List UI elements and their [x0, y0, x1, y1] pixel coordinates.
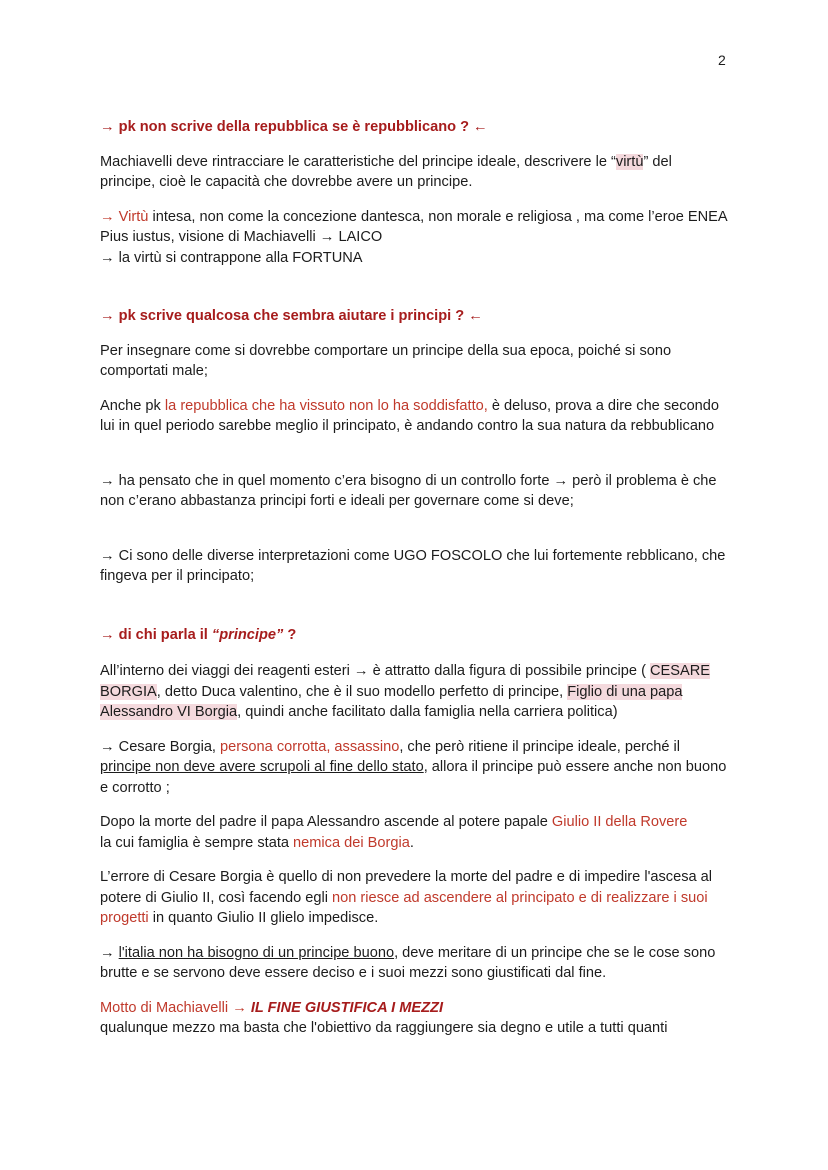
highlight-cesare-borgia: CESARE BORGIA [100, 663, 711, 700]
motto-description: qualunque mezzo ma basta che l'obiettivo da raggiungere sia degno e utile a tutti quanti [100, 1020, 668, 1036]
highlight-red: non riesce ad ascendere al principato e di realizzare i suoi progetti [100, 889, 708, 926]
paragraph: → Cesare Borgia, persona corrotta, assassino, che però ritiene il principe ideale, perché il principe non deve avere scrupoli al fine dello stato, allora il principe può essere anche non buono e corrotto ; [100, 738, 727, 796]
highlight-figlio: Figlio di una papa Alessandro VI Borgia [100, 683, 683, 720]
underline-text: principe non deve avere scrupoli al fine dello stato [100, 759, 424, 775]
highlight-red: persona corrotta, assassino [220, 738, 400, 755]
document-body [100, 117, 730, 1039]
section-heading-1: → pk non scrive della repubblica se è repubblicano ? ← [100, 119, 488, 135]
underline-text: l'italia non ha bisogno di un principe buono [118, 944, 395, 961]
highlight-red: Giulio II della Rovere [551, 814, 688, 830]
motto [100, 998, 730, 1039]
motto-text: IL FINE GIUSTIFICA I MEZZI [250, 999, 444, 1016]
paragraph: Anche pk la repubblica che ha vissuto non lo ha soddisfatto, è deluso, prova a dire che secondo lui in quel periodo sarebbe meglio il principato, è andando contro la sua natura da rebbublicano [100, 397, 720, 434]
highlight-red: → Virtù [100, 208, 149, 225]
paragraph: Machiavelli deve rintracciare le caratteristiche del principe ideale, descrivere le “virtù” del principe, cioè le capacità che dovrebbe avere un principe. [100, 153, 672, 190]
highlight-virtu: virtù [615, 153, 644, 170]
highlight-red: nemica dei Borgia [293, 834, 410, 851]
paragraph: L’errore di Cesare Borgia è quello di non prevedere la morte del padre e di impedire l'ascesa al potere di Giulio II, così facendo egli non riesce ad ascendere al principato e di realizzare i suoi progetti in quanto Giulio II glielo impedisce. [100, 869, 713, 926]
highlight-red: la repubblica che ha vissuto non lo ha soddisfatto, [164, 397, 488, 414]
section-heading-3: → di chi parla il “principe” ? [100, 626, 297, 643]
paragraph: → l'italia non ha bisogno di un principe buono, deve meritare di un principe che se le cose sono brutte e se servono deve essere deciso e i suoi mezzi sono giustificati dal fine. [100, 944, 716, 981]
page-number: 2 [718, 52, 726, 68]
paragraph: → ha pensato che in quel momento c’era bisogno di un controllo forte → però il problema è che non c’erano abbastanza principi forti e ideali per governare come si deve; [100, 472, 717, 509]
motto-label: Motto di Machiavelli → [100, 999, 251, 1016]
paragraph: → Virtù intesa, non come la concezione dantesca, non morale e religiosa , ma come l’eroe ENEA Pius iustus, visione di Machiavelli → LAICO → la virtù si contrappone alla FORTUNA [100, 208, 727, 266]
section-heading-2: → pk scrive qualcosa che sembra aiutare i principi ? ← [100, 308, 483, 324]
paragraph: Per insegnare come si dovrebbe comportare un principe della sua epoca, poiché si sono comportati male; [100, 342, 672, 379]
paragraph: All’interno dei viaggi dei reagenti esteri → è attratto dalla figura di possibile principe ( CESARE BORGIA, detto Duca valentino, che è il suo modello perfetto di principe, Figlio di una papa Alessandro VI Borgia, quindi anche facilitato dalla famiglia nella carriera politica) [100, 663, 711, 720]
paragraph: Dopo la morte del padre il papa Alessandro ascende al potere papale Giulio II della Rovere la cui famiglia è sempre stata nemica dei Borgia. [100, 814, 688, 851]
paragraph: → Ci sono delle diverse interpretazioni come UGO FOSCOLO che lui fortemente rebblicano, che fingeva per il principato; [100, 547, 726, 584]
